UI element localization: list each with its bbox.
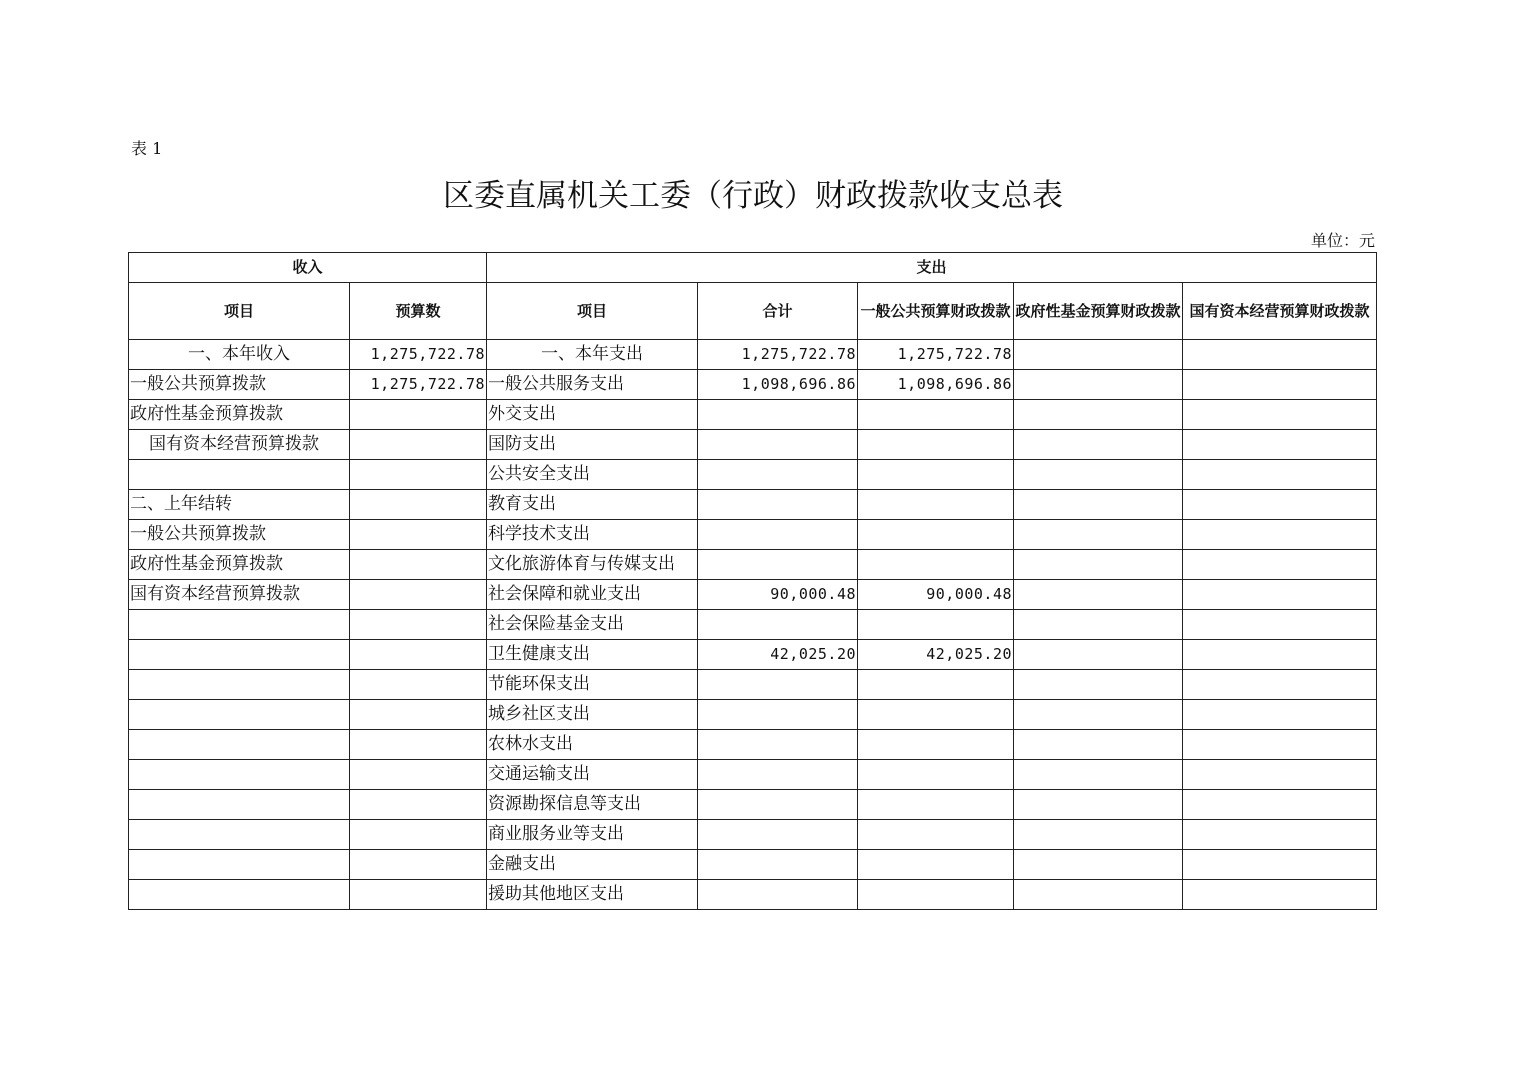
income-item-cell xyxy=(129,610,350,640)
income-item-cell xyxy=(129,730,350,760)
table-row xyxy=(129,610,1377,640)
general-budget-cell xyxy=(858,670,1014,700)
total-cell xyxy=(698,820,858,850)
expense-item-cell: 外交支出 xyxy=(487,400,698,430)
general-budget-cell xyxy=(858,850,1014,880)
income-budget-cell xyxy=(350,880,487,910)
state-capital-cell xyxy=(1183,430,1377,460)
expense-item-cell: 国防支出 xyxy=(487,430,698,460)
gov-fund-cell xyxy=(1014,550,1183,580)
expense-item-cell: 一般公共服务支出 xyxy=(487,370,698,400)
total-cell xyxy=(698,670,858,700)
general-budget-cell xyxy=(858,430,1014,460)
total-header: 合计 xyxy=(698,283,858,340)
income-item-cell xyxy=(129,820,350,850)
income-item-cell xyxy=(129,670,350,700)
general-budget-cell: 1,098,696.86 xyxy=(858,370,1014,400)
general-budget-cell xyxy=(858,700,1014,730)
general-budget-cell: 90,000.48 xyxy=(858,580,1014,610)
income-item-cell xyxy=(129,700,350,730)
total-cell xyxy=(698,520,858,550)
table-row xyxy=(129,370,1377,400)
state-capital-cell xyxy=(1183,640,1377,670)
expense-item-cell: 商业服务业等支出 xyxy=(487,820,698,850)
income-item-cell: 国有资本经营预算拨款 xyxy=(129,580,350,610)
total-cell xyxy=(698,490,858,520)
expense-item-cell: 城乡社区支出 xyxy=(487,700,698,730)
gov-fund-cell xyxy=(1014,880,1183,910)
gov-fund-cell xyxy=(1014,820,1183,850)
income-budget-cell xyxy=(350,640,487,670)
gov-fund-cell xyxy=(1014,430,1183,460)
gov-fund-cell xyxy=(1014,490,1183,520)
state-capital-cell xyxy=(1183,580,1377,610)
income-item-cell xyxy=(129,790,350,820)
state-capital-cell xyxy=(1183,700,1377,730)
income-budget-cell xyxy=(350,700,487,730)
total-cell xyxy=(698,430,858,460)
table-row xyxy=(129,430,1377,460)
general-budget-cell xyxy=(858,490,1014,520)
income-budget-cell xyxy=(350,730,487,760)
table-number: 表 1 xyxy=(131,139,163,158)
income-budget-cell xyxy=(350,460,487,490)
table-row xyxy=(129,460,1377,490)
income-item-cell: 二、上年结转 xyxy=(129,490,350,520)
expense-item-cell: 交通运输支出 xyxy=(487,760,698,790)
expense-item-cell: 援助其他地区支出 xyxy=(487,880,698,910)
table-row xyxy=(129,850,1377,880)
expense-item-cell: 资源勘探信息等支出 xyxy=(487,790,698,820)
total-cell xyxy=(698,700,858,730)
general-budget-cell xyxy=(858,790,1014,820)
income-item-cell xyxy=(129,850,350,880)
gov-fund-cell xyxy=(1014,640,1183,670)
income-budget-cell: 1,275,722.78 xyxy=(350,340,487,370)
state-capital-cell xyxy=(1183,760,1377,790)
general-budget-cell xyxy=(858,520,1014,550)
expense-item-cell: 教育支出 xyxy=(487,490,698,520)
state-capital-cell xyxy=(1183,610,1377,640)
expense-item-header: 项目 xyxy=(487,283,698,340)
general-budget-cell xyxy=(858,730,1014,760)
expense-item-cell: 农林水支出 xyxy=(487,730,698,760)
general-budget-cell xyxy=(858,550,1014,580)
gov-fund-header: 政府性基金预算财政拨款 xyxy=(1014,283,1183,340)
total-cell xyxy=(698,400,858,430)
table-row xyxy=(129,400,1377,430)
general-budget-cell: 1,275,722.78 xyxy=(858,340,1014,370)
gov-fund-cell xyxy=(1014,670,1183,700)
total-cell xyxy=(698,880,858,910)
table-row xyxy=(129,700,1377,730)
gov-fund-cell xyxy=(1014,580,1183,610)
table-row xyxy=(129,520,1377,550)
income-budget-header: 预算数 xyxy=(350,283,487,340)
income-budget-cell xyxy=(350,520,487,550)
table-row xyxy=(129,490,1377,520)
total-cell xyxy=(698,550,858,580)
total-cell xyxy=(698,760,858,790)
income-item-cell xyxy=(129,460,350,490)
state-capital-cell xyxy=(1183,880,1377,910)
gov-fund-cell xyxy=(1014,790,1183,820)
general-budget-cell xyxy=(858,400,1014,430)
income-budget-cell xyxy=(350,400,487,430)
unit-label: 单位：元 xyxy=(1310,231,1375,250)
gov-fund-cell xyxy=(1014,700,1183,730)
gov-fund-cell xyxy=(1014,460,1183,490)
income-item-cell xyxy=(129,640,350,670)
income-group-header: 收入 xyxy=(129,253,487,283)
income-budget-cell xyxy=(350,490,487,520)
expense-item-cell: 卫生健康支出 xyxy=(487,640,698,670)
expense-item-cell: 社会保障和就业支出 xyxy=(487,580,698,610)
table-row xyxy=(129,730,1377,760)
state-capital-cell xyxy=(1183,370,1377,400)
gov-fund-cell xyxy=(1014,610,1183,640)
state-capital-cell xyxy=(1183,400,1377,430)
income-budget-cell xyxy=(350,820,487,850)
table-row xyxy=(129,640,1377,670)
table-row xyxy=(129,760,1377,790)
total-cell: 42,025.20 xyxy=(698,640,858,670)
table-row xyxy=(129,880,1377,910)
state-capital-cell xyxy=(1183,340,1377,370)
income-budget-cell xyxy=(350,670,487,700)
state-capital-cell xyxy=(1183,820,1377,850)
state-capital-cell xyxy=(1183,850,1377,880)
total-cell xyxy=(698,790,858,820)
gov-fund-cell xyxy=(1014,850,1183,880)
income-item-cell: 一般公共预算拨款 xyxy=(129,370,350,400)
total-cell: 90,000.48 xyxy=(698,580,858,610)
expense-item-cell: 节能环保支出 xyxy=(487,670,698,700)
income-budget-cell xyxy=(350,430,487,460)
total-cell xyxy=(698,460,858,490)
expense-item-cell: 金融支出 xyxy=(487,850,698,880)
state-capital-cell xyxy=(1183,730,1377,760)
general-budget-cell xyxy=(858,760,1014,790)
table-row xyxy=(129,580,1377,610)
gov-fund-cell xyxy=(1014,340,1183,370)
income-item-cell xyxy=(129,760,350,790)
income-budget-cell xyxy=(350,850,487,880)
state-capital-cell xyxy=(1183,550,1377,580)
table-row xyxy=(129,550,1377,580)
expense-item-cell: 公共安全支出 xyxy=(487,460,698,490)
table-row xyxy=(129,670,1377,700)
expense-group-header: 支出 xyxy=(487,253,1377,283)
table-row xyxy=(129,790,1377,820)
income-item-cell xyxy=(129,880,350,910)
gov-fund-cell xyxy=(1014,520,1183,550)
income-item-header: 项目 xyxy=(129,283,350,340)
budget-summary-table xyxy=(128,252,1377,910)
state-capital-cell xyxy=(1183,790,1377,820)
income-budget-cell xyxy=(350,760,487,790)
state-capital-cell xyxy=(1183,670,1377,700)
state-capital-header: 国有资本经营预算财政拨款 xyxy=(1183,283,1377,340)
income-budget-cell xyxy=(350,790,487,820)
general-budget-header: 一般公共预算财政拨款 xyxy=(858,283,1014,340)
income-budget-cell xyxy=(350,580,487,610)
total-cell xyxy=(698,610,858,640)
income-item-cell: 一般公共预算拨款 xyxy=(129,520,350,550)
income-item-cell: 政府性基金预算拨款 xyxy=(129,550,350,580)
expense-item-cell: 一、本年支出 xyxy=(487,340,698,370)
general-budget-cell xyxy=(858,880,1014,910)
state-capital-cell xyxy=(1183,460,1377,490)
income-item-cell: 政府性基金预算拨款 xyxy=(129,400,350,430)
general-budget-cell xyxy=(858,460,1014,490)
general-budget-cell xyxy=(858,610,1014,640)
total-cell: 1,275,722.78 xyxy=(698,340,858,370)
expense-item-cell: 科学技术支出 xyxy=(487,520,698,550)
state-capital-cell xyxy=(1183,490,1377,520)
gov-fund-cell xyxy=(1014,730,1183,760)
income-budget-cell xyxy=(350,550,487,580)
table-row xyxy=(129,820,1377,850)
general-budget-cell: 42,025.20 xyxy=(858,640,1014,670)
income-item-cell: 一、本年收入 xyxy=(129,340,350,370)
gov-fund-cell xyxy=(1014,400,1183,430)
income-budget-cell xyxy=(350,610,487,640)
total-cell xyxy=(698,730,858,760)
table-row xyxy=(129,340,1377,370)
gov-fund-cell xyxy=(1014,760,1183,790)
income-item-cell: 国有资本经营预算拨款 xyxy=(129,430,350,460)
total-cell: 1,098,696.86 xyxy=(698,370,858,400)
page-title: 区委直属机关工委（行政）财政拨款收支总表 xyxy=(443,178,1063,214)
general-budget-cell xyxy=(858,820,1014,850)
state-capital-cell xyxy=(1183,520,1377,550)
expense-item-cell: 文化旅游体育与传媒支出 xyxy=(487,550,698,580)
total-cell xyxy=(698,850,858,880)
group-header-row xyxy=(129,253,1377,283)
gov-fund-cell xyxy=(1014,370,1183,400)
column-header-row xyxy=(129,283,1377,340)
income-budget-cell: 1,275,722.78 xyxy=(350,370,487,400)
expense-item-cell: 社会保险基金支出 xyxy=(487,610,698,640)
